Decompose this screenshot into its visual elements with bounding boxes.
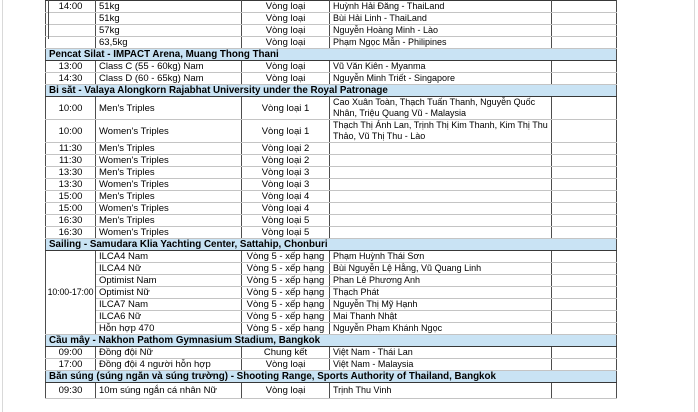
time-cell: 14:30 — [46, 73, 96, 85]
event-cell: 51kg — [96, 1, 242, 13]
time-cell: 09:00 — [46, 347, 96, 359]
participants-cell: Cao Xuân Toàn, Thạch Tuấn Thanh, Nguyễn Quốc Nhân, Triệu Quang Vũ - Malaysia — [330, 97, 552, 120]
schedule-row — [46, 251, 617, 263]
schedule-row — [46, 155, 617, 167]
round-cell: Vòng loại 1 — [242, 120, 330, 143]
sports-schedule-table — [45, 0, 617, 399]
round-cell: Vòng 5 - xếp hạng — [242, 323, 330, 335]
participants-cell: Nguyễn Hoàng Minh - Lào — [330, 25, 552, 37]
spare-cell — [552, 143, 617, 155]
participants-cell: Việt Nam - Malaysia — [330, 359, 552, 371]
time-cell: 16:30 — [46, 215, 96, 227]
round-cell: Vòng loại 2 — [242, 155, 330, 167]
round-cell: Vòng loại 2 — [242, 143, 330, 155]
spare-cell — [552, 215, 617, 227]
event-cell: Men's Triples — [96, 143, 242, 155]
schedule-row — [46, 215, 617, 227]
schedule-row — [46, 73, 617, 85]
round-cell: Vòng loại 5 — [242, 227, 330, 239]
participants-cell: Bùi Nguyễn Lệ Hằng, Vũ Quang Linh — [330, 263, 552, 275]
time-cell: 17:00 — [46, 359, 96, 371]
round-cell: Vòng loại — [242, 13, 330, 25]
spare-cell — [552, 323, 617, 335]
round-cell: Vòng loại — [242, 1, 330, 13]
round-cell: Vòng 5 - xếp hạng — [242, 311, 330, 323]
section-header-row — [46, 49, 617, 61]
schedule-row — [46, 179, 617, 191]
time-cell: 13:00 — [46, 61, 96, 73]
schedule-row — [46, 61, 617, 73]
participants-cell: Phạm Ngọc Mẫn - Philipines — [330, 37, 552, 49]
time-cell: 10:00 — [46, 120, 96, 143]
participants-cell: Phan Lê Phương Anh — [330, 275, 552, 287]
time-cell — [46, 13, 96, 25]
section-header-row — [46, 335, 617, 347]
schedule-row — [46, 347, 617, 359]
time-cell: 09:30 — [46, 383, 96, 399]
time-cell: 15:00 — [46, 203, 96, 215]
round-cell: Vòng loại 3 — [242, 167, 330, 179]
spare-cell — [552, 37, 617, 49]
event-cell: Women's Triples — [96, 155, 242, 167]
time-cell-merged: 10:00-17:00 — [46, 251, 96, 335]
participants-cell: Vũ Văn Kiên - Myanma — [330, 61, 552, 73]
participants-cell — [330, 155, 552, 167]
section-title: Pencat Silat - IMPACT Arena, Muang Thong Thani — [46, 49, 617, 61]
event-cell: ILCA6 Nữ — [96, 311, 242, 323]
round-cell: Vòng loại — [242, 359, 330, 371]
participants-cell — [330, 191, 552, 203]
spare-cell — [552, 155, 617, 167]
merged-cell-border-artifact — [48, 0, 49, 39]
spare-cell — [552, 97, 617, 120]
schedule-row — [46, 120, 617, 143]
spare-cell — [552, 73, 617, 85]
round-cell: Chung kết — [242, 347, 330, 359]
event-cell: 10m súng ngắn cá nhân Nữ — [96, 383, 242, 399]
event-cell: Đồng đội 4 người hỗn hợp — [96, 359, 242, 371]
event-cell: Women's Triples — [96, 179, 242, 191]
event-cell: Men's Triples — [96, 97, 242, 120]
spare-cell — [552, 61, 617, 73]
participants-cell: Huỳnh Hải Đăng - ThaiLand — [330, 1, 552, 13]
time-cell: 11:30 — [46, 143, 96, 155]
round-cell: Vòng loại 3 — [242, 179, 330, 191]
schedule-row — [46, 287, 617, 299]
schedule-row — [46, 1, 617, 13]
event-cell: Đồng đội Nữ — [96, 347, 242, 359]
participants-cell: Nguyễn Minh Triết - Singapore — [330, 73, 552, 85]
schedule-row — [46, 275, 617, 287]
participants-cell — [330, 167, 552, 179]
spare-cell — [552, 13, 617, 25]
time-cell — [46, 37, 96, 49]
schedule-row — [46, 323, 617, 335]
participants-cell — [330, 227, 552, 239]
schedule-row — [46, 311, 617, 323]
page-left-edge-line — [2, 0, 3, 412]
schedule-row — [46, 203, 617, 215]
spare-cell — [552, 227, 617, 239]
participants-cell: Thạch Phát — [330, 287, 552, 299]
round-cell: Vòng loại — [242, 61, 330, 73]
spare-cell — [552, 251, 617, 263]
time-cell: 11:30 — [46, 155, 96, 167]
participants-cell: Bùi Hải Linh - ThaiLand — [330, 13, 552, 25]
section-header-row — [46, 371, 617, 383]
spare-cell — [552, 179, 617, 191]
round-cell: Vòng loại 5 — [242, 215, 330, 227]
participants-cell — [330, 203, 552, 215]
participants-cell: Mai Thanh Nhật — [330, 311, 552, 323]
schedule-row — [46, 13, 617, 25]
participants-cell — [330, 179, 552, 191]
round-cell: Vòng 5 - xếp hạng — [242, 287, 330, 299]
spare-cell — [552, 359, 617, 371]
schedule-row — [46, 97, 617, 120]
spare-cell — [552, 275, 617, 287]
event-cell: Optimist Nữ — [96, 287, 242, 299]
round-cell: Vòng loại 1 — [242, 97, 330, 120]
round-cell: Vòng 5 - xếp hạng — [242, 299, 330, 311]
schedule-row — [46, 167, 617, 179]
event-cell: Men's Triples — [96, 215, 242, 227]
event-cell: Women's Triples — [96, 203, 242, 215]
schedule-row — [46, 383, 617, 399]
round-cell: Vòng 5 - xếp hạng — [242, 263, 330, 275]
round-cell: Vòng loại — [242, 25, 330, 37]
participants-cell: Việt Nam - Thái Lan — [330, 347, 552, 359]
spare-cell — [552, 287, 617, 299]
time-cell: 10:00 — [46, 97, 96, 120]
participants-cell: Thạch Thị Ánh Lan, Trịnh Thị Kim Thanh, Kim Thị Thu Thảo, Vũ Thị Thu - Lào — [330, 120, 552, 143]
spare-cell — [552, 191, 617, 203]
section-title: Bắn súng (súng ngắn và súng trường) - Shooting Range, Sports Authority of Thailand, Bangkok — [46, 371, 617, 383]
spare-cell — [552, 120, 617, 143]
time-cell: 13:30 — [46, 167, 96, 179]
event-cell: ILCA4 Nam — [96, 251, 242, 263]
time-cell: 14:00 — [46, 1, 96, 13]
event-cell: ILCA7 Nam — [96, 299, 242, 311]
event-cell: 63,5kg — [96, 37, 242, 49]
participants-cell — [330, 143, 552, 155]
event-cell: Women's Triples — [96, 227, 242, 239]
event-cell: ILCA4 Nữ — [96, 263, 242, 275]
section-header-row — [46, 85, 617, 97]
event-cell: Women's Triples — [96, 120, 242, 143]
section-title: Bi sắt - Valaya Alongkorn Rajabhat University under the Royal Patronage — [46, 85, 617, 97]
schedule-row — [46, 25, 617, 37]
event-cell: Optimist Nam — [96, 275, 242, 287]
event-cell: Men's Triples — [96, 167, 242, 179]
schedule-row — [46, 263, 617, 275]
spare-cell — [552, 383, 617, 399]
event-cell: Class C (55 - 60kg) Nam — [96, 61, 242, 73]
spare-cell — [552, 1, 617, 13]
round-cell: Vòng loại — [242, 383, 330, 399]
event-cell: Hỗn hợp 470 — [96, 323, 242, 335]
spare-cell — [552, 263, 617, 275]
section-title: Sailing - Samudara Klia Yachting Center, Sattahip, Chonburi — [46, 239, 617, 251]
schedule-row — [46, 359, 617, 371]
round-cell: Vòng 5 - xếp hạng — [242, 251, 330, 263]
spare-cell — [552, 311, 617, 323]
participants-cell: Phạm Huỳnh Thái Sơn — [330, 251, 552, 263]
schedule-row — [46, 299, 617, 311]
section-title: Cầu mây - Nakhon Pathom Gymnasium Stadium, Bangkok — [46, 335, 617, 347]
round-cell: Vòng loại 4 — [242, 191, 330, 203]
spare-cell — [552, 25, 617, 37]
page-right-edge-line — [694, 0, 695, 412]
round-cell: Vòng loại — [242, 37, 330, 49]
schedule-row — [46, 227, 617, 239]
round-cell: Vòng loại 4 — [242, 203, 330, 215]
round-cell: Vòng 5 - xếp hạng — [242, 275, 330, 287]
section-header-row — [46, 239, 617, 251]
event-cell: Class D (60 - 65kg) Nam — [96, 73, 242, 85]
participants-cell — [330, 215, 552, 227]
time-cell: 15:00 — [46, 191, 96, 203]
event-cell: Men's Triples — [96, 191, 242, 203]
participants-cell: Trịnh Thu Vinh — [330, 383, 552, 399]
participants-cell: Nguyễn Thị Mỹ Hạnh — [330, 299, 552, 311]
schedule-row — [46, 191, 617, 203]
participants-cell: Nguyễn Phạm Khánh Ngọc — [330, 323, 552, 335]
event-cell: 51kg — [96, 13, 242, 25]
schedule-row — [46, 143, 617, 155]
time-cell: 16:30 — [46, 227, 96, 239]
spare-cell — [552, 347, 617, 359]
round-cell: Vòng loại — [242, 73, 330, 85]
spare-cell — [552, 167, 617, 179]
time-cell — [46, 25, 96, 37]
spare-cell — [552, 203, 617, 215]
spare-cell — [552, 299, 617, 311]
time-cell: 13:30 — [46, 179, 96, 191]
event-cell: 57kg — [96, 25, 242, 37]
schedule-row — [46, 37, 617, 49]
